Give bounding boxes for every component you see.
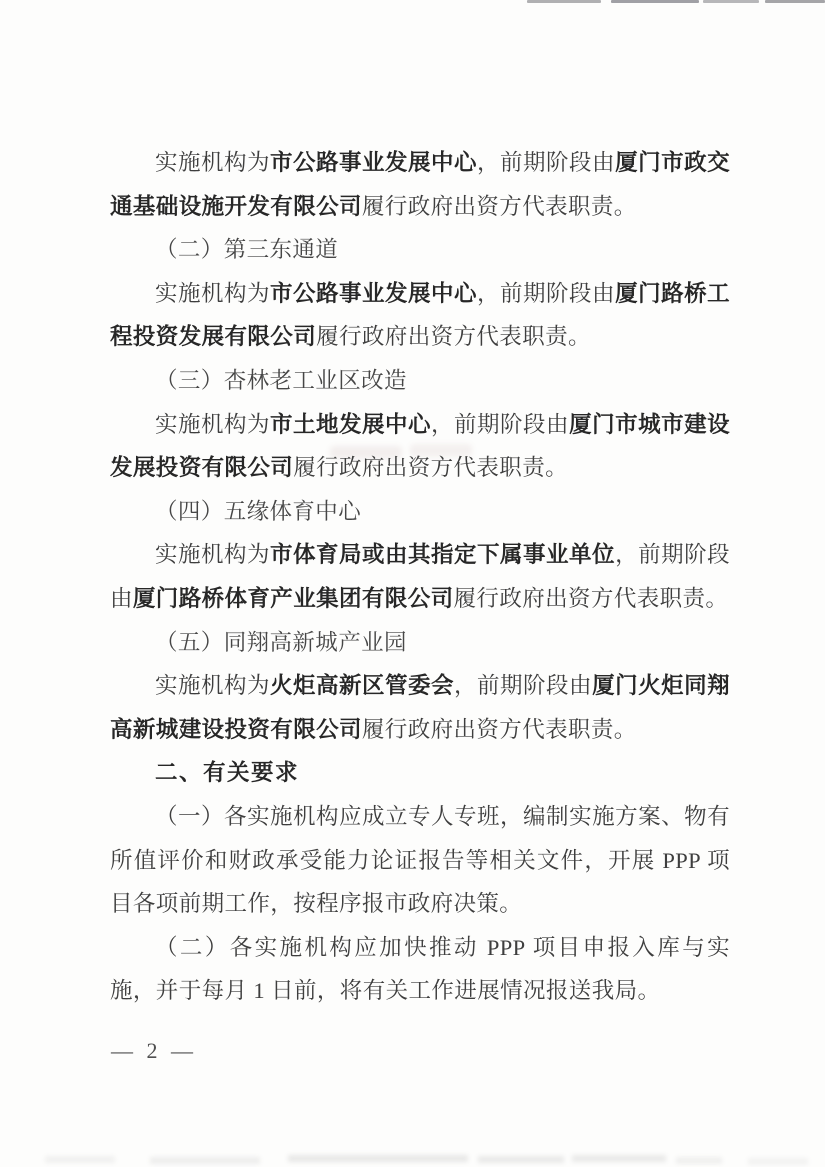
text-run: ，前期阶段由 — [477, 150, 616, 175]
text-run: 实施机构为 — [155, 542, 271, 568]
heading-project-5 — [110, 621, 730, 665]
scan-edge-mark — [765, 0, 825, 3]
heading-project-2 — [110, 228, 730, 272]
para-requirement-1 — [110, 795, 730, 926]
heading-project-4 — [110, 490, 730, 534]
bold-text-run: 厦门火炬同翔高新城建设投资有限公司 — [110, 673, 730, 742]
text-run: 实施机构为 — [155, 150, 271, 175]
bleedthrough-artifact — [288, 1155, 468, 1162]
para-agency-project-2 — [110, 272, 730, 359]
para-agency-project-1 — [110, 141, 730, 228]
para-requirement-2 — [110, 926, 730, 1013]
text-run: 履行政府出资方代表职责。 — [361, 716, 637, 742]
scan-edge-mark — [527, 0, 601, 3]
bold-text-run: 市体育局或由其指定下属事业单位 — [270, 542, 616, 568]
page-number: — 2 — — [111, 1038, 197, 1063]
bold-text-run: 市公路事业发展中心 — [270, 280, 478, 306]
text-run: （五）同翔高新城产业园 — [155, 629, 407, 655]
text-run: （三）杏林老工业区改造 — [155, 367, 407, 393]
bold-text-run: 火炬高新区管委会 — [270, 673, 455, 699]
text-run: 实施机构为 — [155, 673, 271, 699]
text-run: （四）五缘体育中心 — [155, 498, 362, 524]
text-run: ，前期阶段由 — [477, 280, 616, 306]
text-run: 实施机构为 — [155, 280, 271, 306]
section-heading-requirements — [110, 751, 730, 795]
text-run: 实施机构为 — [155, 411, 271, 437]
para-agency-project-4 — [110, 533, 730, 620]
bold-text-run: 厦门路桥工程投资发展有限公司 — [110, 280, 730, 350]
heading-project-3 — [110, 359, 730, 403]
text-run: ，前期阶段由 — [431, 411, 570, 437]
text-run: ，前期阶段由 — [454, 673, 593, 699]
document-body — [110, 141, 730, 1013]
bold-text-run: 市公路事业发展中心 — [270, 150, 478, 175]
bleedthrough-artifact — [572, 1155, 666, 1162]
text-run: 履行政府出资方代表职责。 — [293, 455, 569, 481]
para-agency-project-3 — [110, 403, 730, 490]
text-run: ，前期阶段由 — [110, 542, 730, 611]
bleedthrough-artifact — [748, 1158, 808, 1165]
bold-text-run: 厦门路桥体育产业集团有限公司 — [132, 585, 454, 611]
bold-text-run: 厦门市城市建设发展投资有限公司 — [110, 411, 730, 481]
text-run: 履行政府出资方代表职责。 — [361, 193, 637, 219]
bleedthrough-artifact — [45, 1156, 115, 1163]
bleedthrough-artifact — [676, 1157, 722, 1164]
scan-edge-mark — [703, 0, 759, 3]
text-run: （二）各实施机构应加快推动 PPP 项目申报入库与实施，并于每月 1 日前，将有关工作进展情况报送我局。 — [110, 934, 730, 1004]
bold-text-run: 市土地发展中心 — [270, 411, 432, 437]
bleedthrough-artifact — [150, 1157, 260, 1164]
para-agency-project-5 — [110, 664, 730, 751]
text-run: 履行政府出资方代表职责。 — [316, 324, 591, 350]
text-run: 履行政府出资方代表职责。 — [453, 585, 729, 611]
text-run: （一）各实施机构应成立专人专班，编制实施方案、物有所值评价和财政承受能力论证报告等相关文件，开展 PPP 项目各项前期工作，按程序报市政府决策。 — [110, 803, 730, 917]
scan-edge-mark — [611, 0, 699, 3]
bold-text-run: 厦门市政交通基础设施开发有限公司 — [110, 150, 730, 219]
text-run: （二）第三东通道 — [155, 237, 339, 263]
bold-text-run: 二、有关要求 — [155, 760, 300, 786]
bleedthrough-artifact — [478, 1156, 564, 1163]
